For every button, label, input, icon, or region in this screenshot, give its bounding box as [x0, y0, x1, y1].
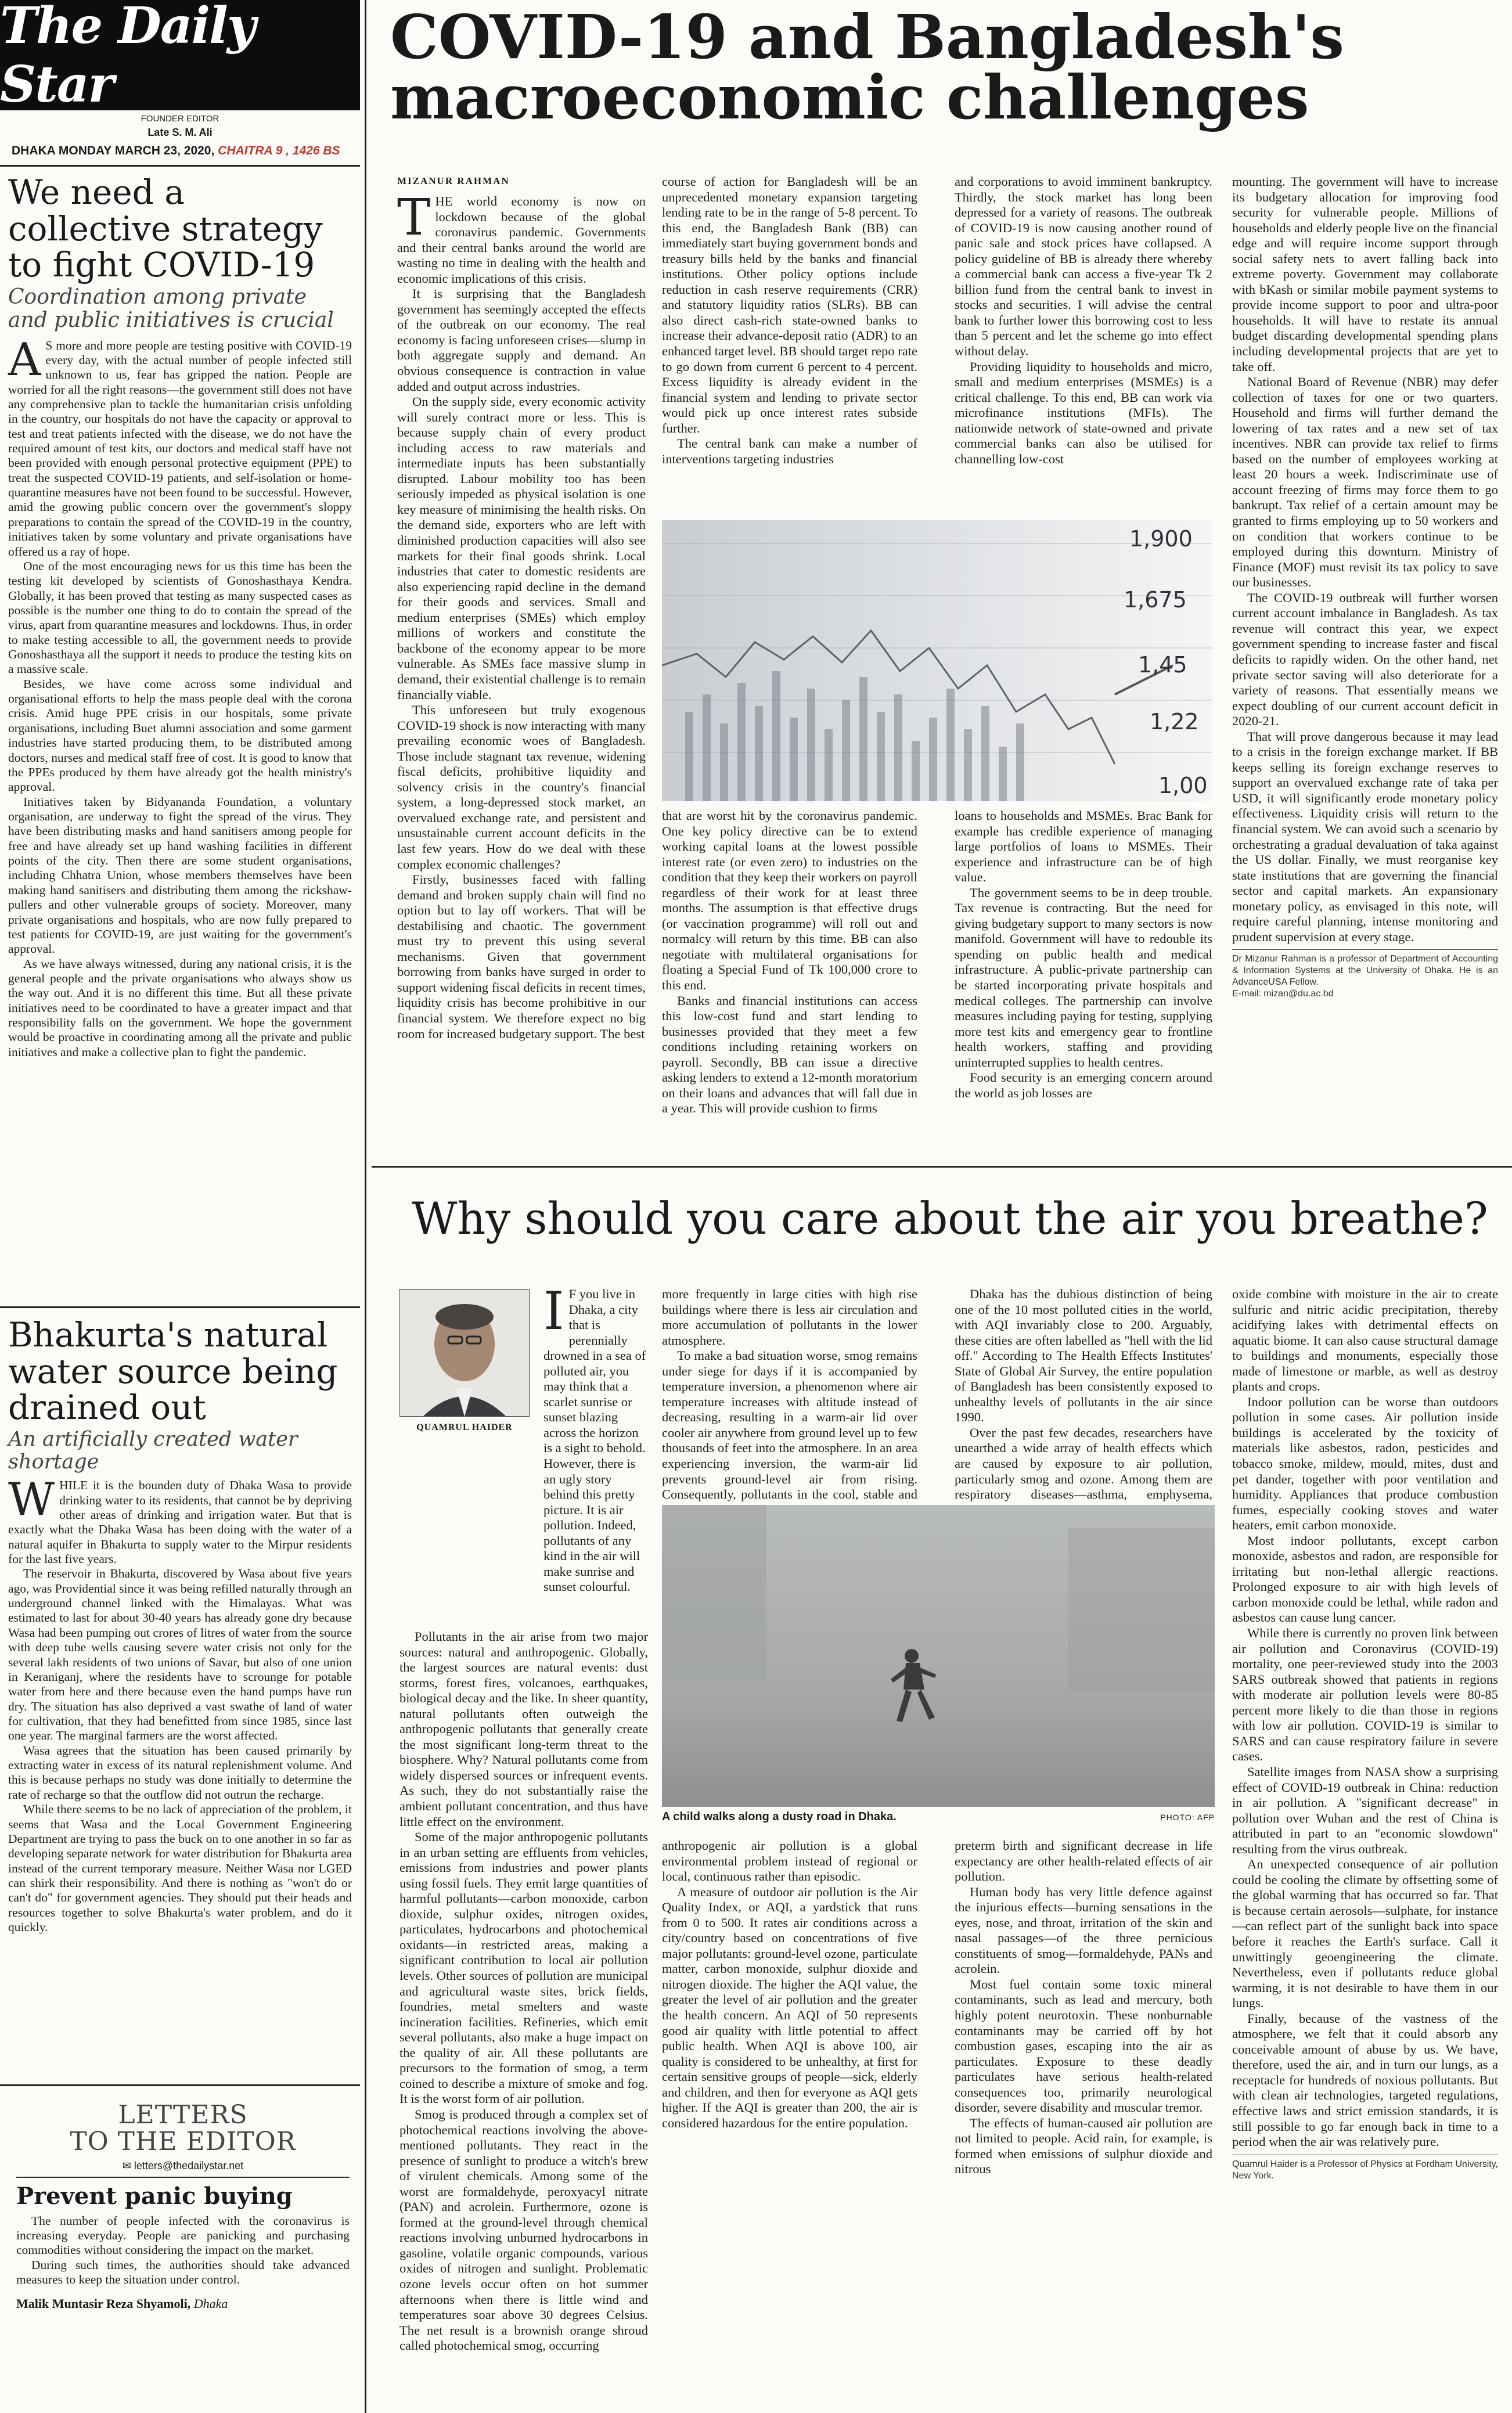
- divider: [0, 1306, 360, 1308]
- divider: [0, 165, 360, 167]
- article-2-col-3-bottom: [955, 1838, 1212, 2177]
- paragraph: HE world economy is now on lockdown because of the global coronavirus pandemic. Governments and their central banks around the world are wasting no time in dealing with the health and economic implications of this crisis.: [397, 194, 646, 286]
- article-1-headline: COVID-19 and Bangladesh's macroeconomic challenges: [390, 1, 1344, 133]
- author-caption: QUAMRUL HAIDER: [416, 1422, 513, 1432]
- article-2-col-4: [1232, 1287, 1498, 2182]
- paragraph: oxide combine with moisture in the air to create sulfuric and nitric acidic precipitation, thereby acidifying lakes with detrimental effects on aquatic biome. It can also cause structural damage to buildings and monuments, especially those made of limestone or marble, as well as destroy plants and crops.: [1232, 1287, 1498, 1394]
- paragraph: The effects of human-caused air pollution are not limited to people. Acid rain, for example, is formed when emissions of sulphur dioxide and nitrous: [955, 2115, 1212, 2177]
- mail-icon: ✉: [122, 2160, 131, 2172]
- author-note: [1232, 2155, 1498, 2182]
- paragraph: During such times, the authorities should take advanced measures to keep the situation under control.: [16, 2257, 350, 2286]
- editorial-1-body: [8, 333, 352, 1060]
- paragraph: One of the most encouraging news for us this time has been the testing kit developed by scientists of Gonoshasthaya Kendra. Globally, it has been proved that testing as many suspected cases as possible is the number one thing to do to contain the spread of the virus, apart from quarantine measures and lockdowns. Thus, in order to make testing accessible to all, the government needs to provide Gonoshasthaya all the support it needs to produce the testing kits on a massive scale.: [8, 559, 352, 676]
- article-1-col-2-top: [662, 174, 917, 467]
- chart-label: 1,00: [1158, 773, 1208, 798]
- paragraph: It is surprising that the Bangladesh government has seemingly accepted the effects of the outbreak on our economy. The real economy is facing unforeseen crises—slump in both aggregate supply and demand. An obvious consequence is contraction in value added and output across industries.: [397, 286, 646, 394]
- paragraph: Indoor pollution can be worse than outdoors pollution in some cases. Air pollution inside buildings is accelerated by the toxicity of materials like asbestos, radon, pesticides and tobacco smoke, mildew, mould, mites, dust and pet dander, together with poor ventilation and humidity. Appliances that produce combustion fumes, especially cooking stoves and water heaters, emit carbon monoxide.: [1232, 1394, 1498, 1533]
- paragraph: On the supply side, every economic activity will surely contract more or less. This is because supply chain of every product including access to raw materials and intermediate inputs has been substantially disrupted. Labour mobility too has been seriously impeded as physical isolation is one key measure of minimising the health risks. On the demand side, exporters who are left with diminished production capacities will also see markets for their final goods shrink. Local industries that cater to domestic residents are also experiencing rapid decline in the demand for their goods and services. Small and medium enterprises (SMEs) which employ millions of workers and constitute the backbone of the economy appear to be more vulnerable. As SMEs face massive slump in demand, their existential challenge is to remain financially viable.: [397, 394, 646, 702]
- paragraph: Initiatives taken by Bidyananda Foundation, a voluntary organisation, are underway to fight the spread of the virus. They have been distributing masks and hand sanitisers among people for free and have already set up hand washing facilities in different points of the city. Then there are some student organisations, including Chhatra Union, whose members themselves have been making hand sanitisers and distributing them among the rickshaw-pullers and other vulnerable groups of society. Moreover, many private organisations and hospitals, who are now fully prepared to test patients for COVID-19, are just waiting for the government's approval.: [8, 794, 352, 956]
- paragraph: A measure of outdoor air pollution is the Air Quality Index, or AQI, a yardstick that runs from 0 to 500. It rates air conditions across a city/country based on concentrations of five major pollutants: ground-level ozone, particulate matter, carbon monoxide, sulphur dioxide and nitrogen dioxide. The higher the AQI value, the greater the level of air pollution and the greater the health concern. An AQI of 50 represents good air quality with little potential to affect public health. When AQI is above 100, air quality is considered to be unhealthy, at first for certain sensitive groups of people—sick, elderly and children, and then for everyone as AQI gets higher. If the AQI is greater than 200, the air is considered hazardous for the entire population.: [662, 1884, 917, 2130]
- letter-title: Prevent panic buying: [16, 2182, 293, 2210]
- paragraph: that are worst hit by the coronavirus pandemic. One key policy directive can be to extend working capital loans at the lowest possible interest rate (or even zero) to industries on the condition that they keep their workers on payroll regardless of their work for at least three months. The assumption is that effective drugs (or vaccination programme) will roll out and normalcy will return by this time. BB can also negotiate with multilateral organisations for floating a Special Fund of Tk 100,000 crore to this end.: [662, 808, 917, 993]
- article-2-headline: Why should you care about the air you breathe?: [412, 1193, 1488, 1244]
- paragraph: mounting. The government will have to increase its budgetary allocation for improving food security for vulnerable people. Millions of households and elderly people live on the financial edge and will require income support through social safety nets to avert falling back into extreme poverty. Government may collaborate with bKash or similar mobile payment systems to provide income support to poor and ultra-poor households. It will have to restate its annual budget discarding developmental spending plans including developmental projects that are yet to take off.: [1232, 174, 1498, 374]
- paragraph: preterm birth and significant decrease in life expectancy are other health-related effects of air pollution.: [955, 1838, 1212, 1884]
- editorial-1: [8, 174, 352, 1060]
- dateline-bangla: CHAITRA 9 , 1426 BS: [218, 144, 340, 157]
- editorial-1-headline: We need a collective strategy to fight COVID-19: [8, 172, 323, 285]
- article-1-col-2-bottom: [662, 808, 917, 1117]
- paragraph: course of action for Bangladesh will be an unprecedented monetary expansion targeting lending rate to be in the range of 5-8 percent. To this end, the Bangladesh Bank (BB) can immediately start buying government bonds and treasury bills held by the banks and financial institutions. Other policy options include reduction in cash reserve requirements (CRR) and statutory liquidity ratios (SLRs). BB can also direct cash-rich state-owned banks to increase their advance-deposit ratio (ADR) to an enhanced target level. BB should target repo rate to go down from current 6 percent to 4 percent. Excess liquidity is already evident in the financial system and lending to private sector would pick up once interest rates subside further.: [662, 174, 917, 435]
- article-2-col-2-bottom: [662, 1838, 917, 2131]
- paragraph: The COVID-19 outbreak will further worsen current account imbalance in Bangladesh. As tax revenue will contract this year, we expect government spending to increase faster and fiscal deficits to rapidly widen. On the other hand, net private sector saving will also deteriorate for a variety of reasons. That essentially means we expect doubling of our current account deficit in 2020-21.: [1232, 590, 1498, 729]
- drop-cap: W: [8, 1474, 55, 1526]
- letters-heading-line: LETTERS: [118, 2100, 248, 2130]
- chart-label: 1,22: [1150, 709, 1199, 734]
- masthead-logo: The Daily Star: [0, 0, 255, 114]
- paragraph: Providing liquidity to households and micro, small and medium enterprises (MSMEs) is a critical challenge. To this end, BB can work via microfinance institutions (MFIs). The nationwide network of state-owned and private commercial banks can also be utilised for channelling low-cost: [955, 359, 1212, 466]
- letters-email: [16, 2160, 350, 2172]
- paragraph: loans to households and MSMEs. Brac Bank for example has credible experience of managing large portfolios of loans to MSMEs. Their experience and infrastructure can be of high value.: [955, 808, 1212, 885]
- chart-label: 1,900: [1129, 526, 1193, 552]
- letters-section: [16, 2102, 350, 2311]
- paragraph: While there is currently no proven link between air pollution and Coronavirus (COVID-19) mortality, one peer-reviewed study into the 2003 SARS outbreak showed that patients in regions with moderate air pollution levels were 80-85 percent more likely to die than those in regions with low air pollution. COVID-19 is similar to SARS and can cause respiratory failure in severe cases.: [1232, 1626, 1498, 1764]
- editorial-2-subhead: An artificially created water shortage: [8, 1427, 298, 1474]
- author-portrait: [399, 1289, 530, 1434]
- paragraph: While there seems to be no lack of appreciation of the problem, it seems that Wasa and the Local Government Engineering Department are trying to pass the buck on to one another in so far as developing separate network for water distribution for Bhakurta area instead of the current temporary measure. Neither Wasa nor LGED can shirk their responsibility. And there is nothing as "won't do or can't do" for government agencies. They should put their heads and resources together to solve Bhakurta's water problem, and do it quickly.: [8, 1802, 352, 1935]
- signature-name: Malik Muntasir Reza Shyamoli,: [16, 2296, 191, 2311]
- paragraph: Over the past few decades, researchers have unearthed a wide array of health effects which are caused by exposure to air pollution, particularly smog and ozone. Among them are respiratory diseases—asthma, emphysema,: [955, 1425, 1212, 1502]
- paragraph: An unexpected consequence of air pollution could be cooling the climate by offsetting some of the global warming that has occurred so far. That is because certain aerosols—sulphate, for instance—can reflect part of the sunlight back into space before it reaches the Earth's surface. Call it unwittingly geoengineering the climate. Nevertheless, even if pollutants reduce global warming, it is not desirable to have them in our lungs.: [1232, 1857, 1498, 2011]
- street-photo: [662, 1505, 1215, 1807]
- letter-body: [16, 2214, 350, 2288]
- paragraph: more frequently in large cities with high rise buildings where there is less air circulation and more accumulation of pollutants in the lower atmosphere.: [662, 1287, 917, 1348]
- article-1-byline: MIZANUR RAHMAN: [397, 175, 510, 186]
- paragraph: Besides, we have come across some individual and organisational efforts to help the mass people deal with the corona crisis. Amid huge PPE crisis in our hospitals, some private organisations, including Buet alumni association and some garment industries have started producing them, to be distributed among doctors, nurses and medical staff free of cost. It is good to know that the PPEs produced by them have already got the health ministry's approval.: [8, 676, 352, 794]
- editorial-1-subhead: Coordination among private and public initiatives is crucial: [8, 284, 334, 333]
- photo-caption: A child walks along a dusty road in Dhaka.: [662, 1810, 897, 1823]
- author-photo: [399, 1289, 530, 1417]
- paragraph: Satellite images from NASA show a surprising effect of COVID-19 outbreak in China: reduction in air pollution. A "significant decrease" in pollution over Wuhan and the rest of China is attributed in part to an "economic slowdown" resulting from the virus outbreak.: [1232, 1764, 1498, 1856]
- paragraph: Banks and financial institutions can access this low-cost fund and start lending to businesses provided that they meet a few conditions including retaining workers on payroll. Secondly, BB can issue a directive asking lenders to extend a 12-month moratorium on their loans and advances that will fall due in a year. This will provide cushion to firms: [662, 993, 917, 1116]
- paragraph: Finally, because of the vastness of the atmosphere, we felt that it could absorb any conceivable amount of abuse by us. We have, therefore, used the air, and in turn our lungs, as a receptacle for hundreds of noxious pollutants. But with clean air technologies, targeted regulations, effective laws and strict emission standards, it is still possible to go far enough back in time to a period when the air was relatively pure.: [1232, 2011, 1498, 2149]
- paragraph: To make a bad situation worse, smog remains under siege for days if it is accompanied by temperature inversion, a phenomenon where air temperature increases with altitude instead of decreasing, resulting in a warm-air lid over cooler air anywhere from ground level up to few thousands of feet into the atmosphere. In an area experiencing inversion, the warm-air lid prevents ground-level air from rising. Consequently, pollutants in the cool, stable and: [662, 1348, 917, 1502]
- chart-label: 1,45: [1138, 652, 1187, 678]
- author-email: E-mail: mizan@du.ac.bd: [1232, 989, 1334, 999]
- signature-place: Dhaka: [193, 2296, 228, 2311]
- paragraph: The reservoir in Bhakurta, discovered by Wasa about five years ago, was Providential since it was being refilled naturally through an underground channel linked with the Himalayas. What was estimated to last for about 30-40 years has already gone dry because Wasa had been pumping out crores of litres of water from the source with deep tube wells causing severe water crisis not only for the several lakh residents of two unions of Savar, but also of one union in Keraniganj, where the residents have to scrounge for potable water from here and there because even the hand pumps have run dry. The situation has also deprived a vast swathe of land of water for cultivation, that they had benefitted from since 1985, since last one year. The marginal farmers are the worst affected.: [8, 1566, 352, 1743]
- paragraph: Most indoor pollutants, except carbon monoxide, asbestos and radon, are responsible for irritating but non-lethal allergic reactions. Prolonged exposure to air with high levels of carbon monoxide could be lethal, while radon and asbestos can cause lung cancer.: [1232, 1533, 1498, 1625]
- drop-cap: A: [8, 333, 41, 386]
- paragraph: National Board of Revenue (NBR) may defer collection of taxes for one or two quarters. Household and firms will further demand the lowering of tax rates and a new set of tax incentives. NBR can provide tax relief to firms based on the number of employees working at least 20 hours a week. Indiscriminate use of account freezing of firms may force them to go bankrupt. Tax relief of a certain amount may be granted to firms employing up to 50 workers and on condition that workers continue to be employed during this downturn. Ministry of Finance (MOF) must revisit its tax policy to save our businesses.: [1232, 374, 1498, 590]
- paragraph: The number of people infected with the coronavirus is increasing everyday. People are panicking and purchasing commodities without considering the impact on the market.: [16, 2213, 350, 2257]
- editorial-2-body: [8, 1474, 352, 1935]
- article-2-col-1: [399, 1629, 648, 2354]
- editorial-2-headline: Bhakurta's natural water source being drained out: [8, 1315, 338, 1428]
- paragraph: Food security is an emerging concern around the world as job losses are: [955, 1070, 1212, 1100]
- divider: [372, 1166, 1512, 1168]
- paragraph: This unforeseen but truly exogenous COVID-19 shock is now interacting with many prevailing economic woes of Bangladesh. Those include stagnant tax revenue, widening fiscal deficits, prohibitive liquidity and solvency crisis in the country's financial system, a long-depressed stock market, an overvalued exchange rate, and persistent and unsustainable current account deficits in the last few years. How do we deal with these complex economic challenges?: [397, 703, 646, 871]
- founder-label: FOUNDER EDITOR: [141, 114, 219, 124]
- paragraph: Firstly, businesses faced with falling demand and broken supply chain will find no option but to lay off workers. That will be destabilising and chaotic. The government must try to prevent this using several mechanisms. Given that government borrowing from banks have surged in order to support widening fiscal deficits in recent times, liquidity crisis has become prohibitive in our financial system. We therefore expect no big room for increased budgetary support. The best: [397, 872, 646, 1041]
- paragraph: As we have always witnessed, during any national crisis, it is the general people and the private organisations who always show us the way out. And it is no different this time. But all these private initiatives need to be coordinated to have a greater impact and that responsibility falls on the government. We hope the government would be proactive in coordinating among all the private and public initiatives and make a collective plan to fight the pandemic.: [8, 956, 352, 1059]
- paragraph: Human body has very little defence against the injurious effects—burning sensations in the eyes, nose, and throat, irritation of the skin and nasal passages—of the three pernicious constituents of smog—formaldehyde, PANs and acrolein.: [955, 1884, 1212, 1976]
- author-note: [1232, 949, 1498, 1000]
- paragraph: The central bank can make a number of interventions targeting industries: [662, 436, 917, 466]
- dateline-date: DHAKA MONDAY MARCH 23, 2020,: [12, 144, 215, 157]
- letters-heading: [16, 2102, 350, 2155]
- article-1-col-3-top: [955, 174, 1212, 467]
- drop-cap: I: [543, 1281, 564, 1342]
- paragraph: Dhaka has the dubious distinction of being one of the 10 most polluted cities in the world, with AQI invariably close to 200. Arguably, these cities are often labelled as "hell with the lid off." According to The Health Effects Institutes' State of Global Air Survey, the entire population of Bangladesh has been consistently exposed to unhealthy levels of pollutants in the air since 1990.: [955, 1287, 1212, 1425]
- divider: [16, 2177, 350, 2178]
- paragraph: Smog is produced through a complex set of photochemical reactions involving the above-mentioned pollutants. They react in the presence of sunlight to produce a witch's brew of virulent chemicals. Among some of the worst are formaldehyde, peroxyacyl nitrate (PAN) and acrolein. Furthermore, ozone is formed at the ground-level through chemical reactions involving unburned hydrocarbons in gasoline, volatile organic compounds, various oxides of nitrogen and sunlight. Problematic ozone levels occur often on hot summer afternoons when there is little wind and temperatures soar above 30 degrees Celsius. The net result is a brownish orange shroud called photochemical smog, occurring: [399, 2106, 648, 2353]
- paragraph: HILE it is the bounden duty of Dhaka Wasa to provide drinking water to its residents, that cannot be by depriving other areas of drinking and irrigation water. But that is exactly what the Dhaka Wasa has been doing with the water of a natural aquifer in Bhakurta to supply water to the Mirpur residents for the last five years.: [8, 1478, 352, 1566]
- paragraph: The government seems to be in deep trouble. Tax revenue is contracting. But the need for giving budgetary support to many sectors is now manifold. Government will have to redouble its spending on public health and medical infrastructure. A public-private partnership can be started incorporating private hospitals and medical colleges. The partnership can involve measures including paying for testing, supplying more test kits and emergency gear to frontline health workers, staffing and providing uninterrupted supplies to health centres.: [955, 885, 1212, 1069]
- paragraph: Most fuel contain some toxic mineral contaminants, such as lead and mercury, both highly potent neurotoxin. These nonburnable contaminants may be carried off by hot combustion gases, escaping into the air as particulates. Exposure to these deadly particulates have serious health-related consequences too, primarily neurological disorder, severe disability and muscular tremor.: [955, 1976, 1212, 2115]
- dateline: [12, 144, 348, 158]
- chart-label: 1,675: [1124, 587, 1187, 613]
- child-photo: [662, 1505, 1215, 1807]
- stock-chart-image: [662, 520, 1212, 801]
- photo-caption-bar: [662, 1810, 1215, 1824]
- paragraph: and corporations to avoid imminent bankruptcy. Thirdly, the stock market has long been depressed for a variety of reasons. The outbreak of COVID-19 is now causing another round of panic sale and stock prices have collapsed. A policy guideline of BB is already there whereby a commercial bank can access a five-year Tk 2 billion fund from the central bank to invest in stocks and securities. I will advise the central bank to further lower this borrowing cost to less than 5 percent and let the scheme go into effect without delay.: [955, 174, 1212, 359]
- letter-signature: [16, 2296, 350, 2311]
- paragraph: That will prove dangerous because it may lead to a crisis in the foreign exchange market. If BB keeps selling its foreign exchange reserves to support an overvalued exchange rate of taka per USD, it will significantly erode monetary policy effectiveness. Liquidity crisis will return to the financial system. We can avoid such a scenario by orchestrating a gradual devaluation of taka against the US dollar. Finally, we must reorganise key state institutions that are governing the financial sector and capital markets. An expansionary monetary policy, as envisaged in this note, will require careful planning, intense monitoring and prudent supervision at every stage.: [1232, 729, 1498, 944]
- author-note-text: Quamrul Haider is a Professor of Physics at Fordham University, New York.: [1232, 2159, 1498, 2181]
- article-1-col-3-bottom: [955, 808, 1212, 1101]
- article-2-intro: [543, 1281, 648, 1595]
- founder-name: Late S. M. Ali: [147, 127, 213, 138]
- photo-credit: PHOTO: AFP: [1160, 1813, 1215, 1822]
- divider: [0, 2084, 360, 2086]
- chart-illustration: [662, 520, 1212, 801]
- paragraph: S more and more people are testing positive with COVID-19 every day, with the actual number of people infected still unknown to us, fear has gripped the nation. People are worried for all the right reasons—the government still does not have any comprehensive plan to tackle the humanitarian crisis unfolding in the country, our hospitals do not have the capacity or approval to test and treat patients infected with the disease, we do not have the required amount of test kits, our doctors and medical staff have not been provided with enough personal protective equipment (PPE) to treat the suspected COVID-19 patients, and self-isolation or home-quarantine measures have not been found to be successful. However, amid the growing public concern over the government's sloppy preparations to contain the spread of the COVID-19 in the country, initiatives taken by some voluntary and private organisations have offered us a ray of hope.: [8, 338, 352, 559]
- paragraph: F you live in Dhaka, a city that is perennially drowned in a sea of polluted air, you may think that a scarlet sunrise or sunset blazing across the horizon is a sight to behold. However, there is an ugly story behind this pretty picture. It is air pollution. Indeed, pollutants of any kind in the air will make sunrise and sunset colourful.: [543, 1287, 646, 1594]
- drop-cap: T: [397, 189, 431, 247]
- letters-email-text: letters@thedailystar.net: [134, 2160, 244, 2172]
- letters-heading-line: TO THE EDITOR: [70, 2127, 296, 2157]
- paragraph: anthropogenic air pollution is a global environmental problem instead of regional or local, continuous rather than episodic.: [662, 1838, 917, 1884]
- article-1-col-4: [1232, 174, 1498, 1000]
- paragraph: Some of the major anthropogenic pollutants in an urban setting are effluents from vehicles, emissions from industries and power plants using fossil fuels. They emit large quantities of harmful pollutants—carbon monoxide, carbon dioxide, sulphur oxides, nitrogen oxides, particulates, hydrocarbons and photochemical oxidants—in restricted areas, making a significant contribution to local air pollution levels. Other sources of pollution are municipal and agricultural waste sites, brick fields, foundries, metal smelters and waste incineration facilities. Refineries, which emit several pollutants, also make a huge impact on the quality of air. All these pollutants are precursors to the formation of smog, a term coined to describe a mixture of smoke and fog. It is the worst form of air pollution.: [399, 1829, 649, 2106]
- paragraph: Wasa agrees that the situation has been caused primarily by extracting water in excess of its natural replenishment volume. And this is because perhaps no study was done initially to determine the rate of recharge so that the outflow did not outrun the recharge.: [8, 1743, 352, 1802]
- article-1-col-1: [397, 189, 646, 1042]
- editorial-2: [8, 1317, 352, 1935]
- paragraph: Pollutants in the air arise from two major sources: natural and anthropogenic. Globally, the largest sources are natural events: dust storms, forest fires, volcanoes, earthquakes, biological decay and the like. In sheer quantity, natural pollutants often outweigh the anthropogenic pollutants that generally create the most significant long-term threat to the biosphere. Why? Natural pollutants come from widely dispersed sources or infrequent events. As such, they do not substantially raise the ambient pollutant concentration, and thus have little effect on the environment.: [399, 1629, 648, 1829]
- masthead: [0, 0, 360, 114]
- author-note-text: Dr Mizanur Rahman is a professor of Department of Accounting & Information Systems at the University of Dhaka. He is an AdvanceUSA Fellow.: [1232, 954, 1498, 988]
- column-divider: [365, 0, 366, 2413]
